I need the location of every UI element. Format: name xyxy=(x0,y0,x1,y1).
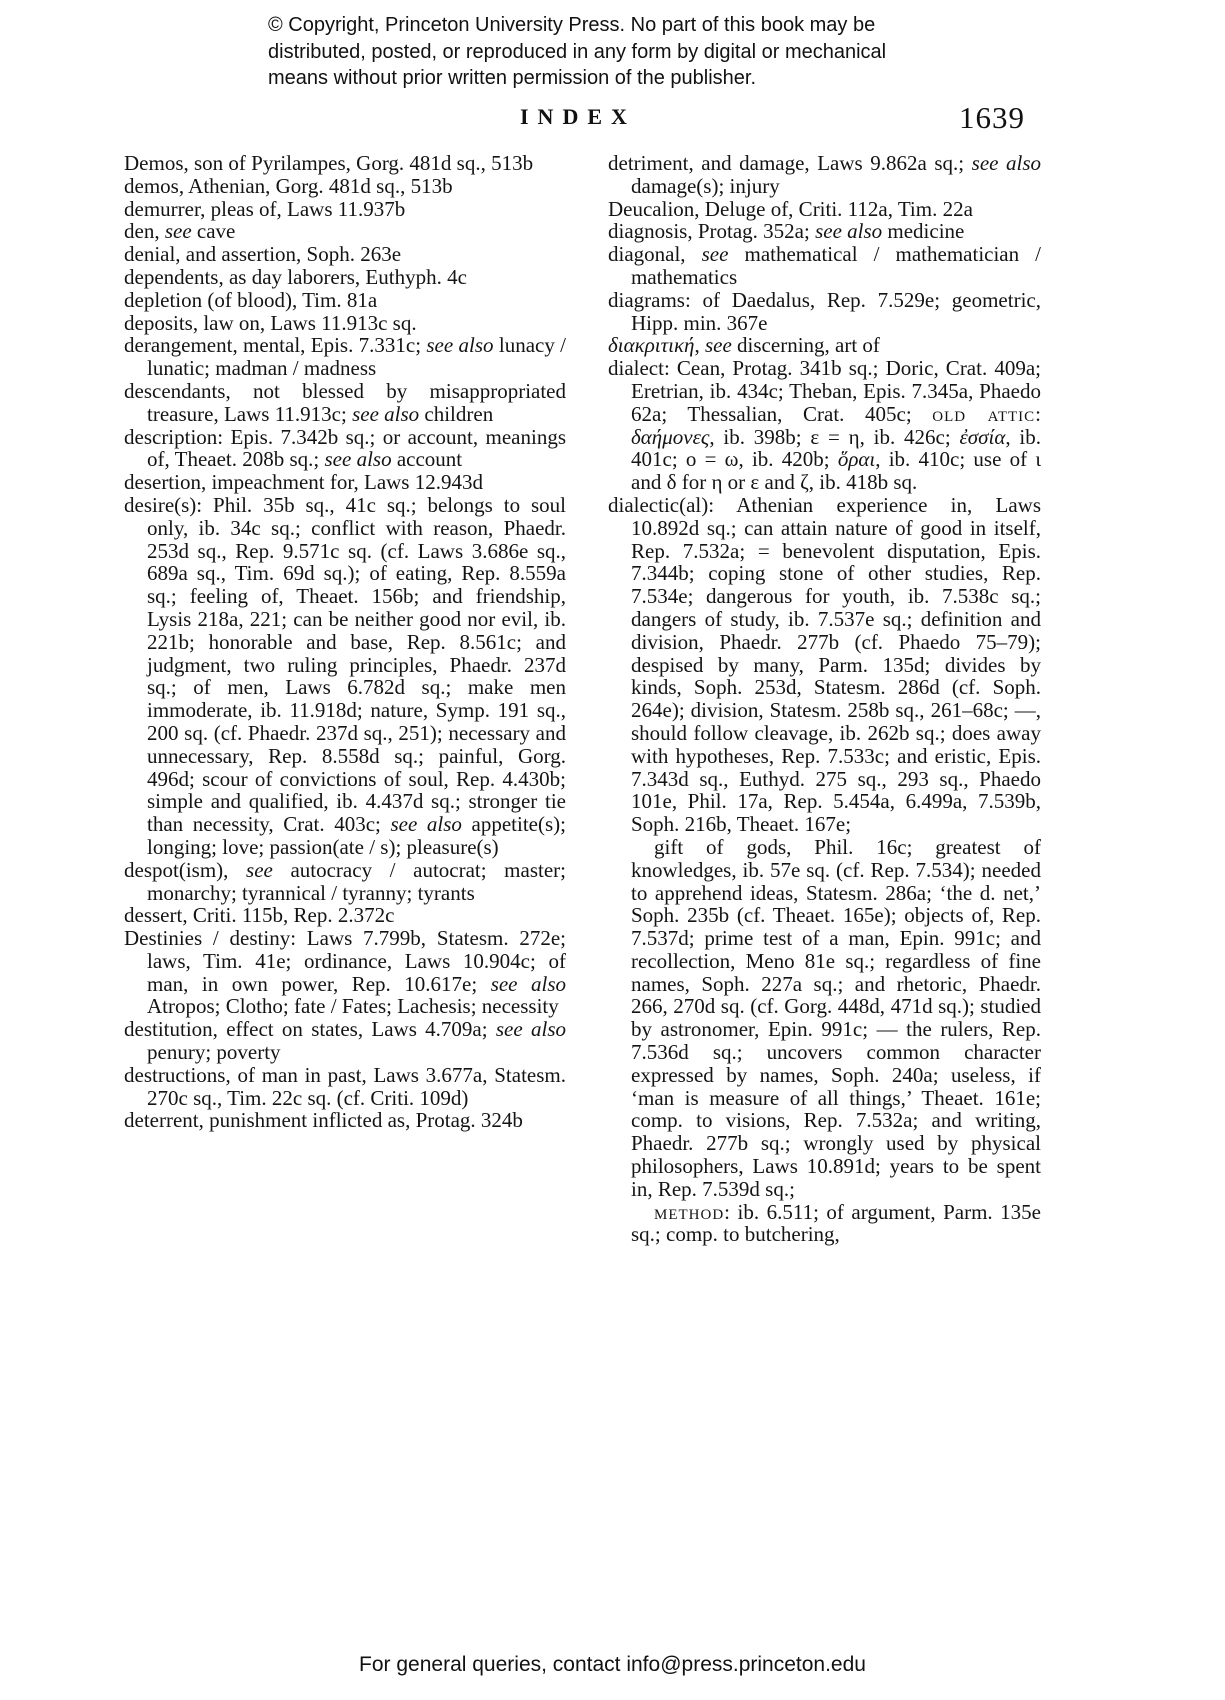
index-entry xyxy=(608,494,1041,836)
entry-text: demos, Athenian, Gorg. 481d sq., 513b xyxy=(124,173,453,198)
entry-text: , ib. 398b; ε = η, ib. 426c; xyxy=(709,424,960,449)
entry-text: dialectic(al): Athenian experience in, Laws 10.892d sq.; can attain nature of good in itself, Rep. 7.532a; = benevolent disputation, Epis. 7.344b; coping stone of other studies, Rep. 7.534e; dangerous for youth, ib. 7.538c sq.; dangers of study, ib. 7.537e sq.; definition and division, Phaedr. 277b (cf. Phaedo 75–79); despised by many, Parm. 135d; divides by kinds, Soph. 253d, Statesm. 286d (cf. Soph. 264e); division, Statesm. 258b sq., 261–68c; —, should follow cleavage, ib. 262b sq.; does away with hypotheses, Rep. 7.533c; and eristic, Epis. 7.343d sq., Euthyd. 275 sq., 293 sq., Phaedo 101e, Phil. 17a, Rep. 5.454a, 6.499a, 7.539b, Soph. 216b, Theaet. 167e; xyxy=(608,492,1041,837)
index-entry xyxy=(608,243,1041,289)
entry-text: : ib. 6.511; of argument, Parm. 135e sq.; comp. to butchering, xyxy=(631,1199,1041,1247)
entry-text: , ib. 401c; ο = ω, ib. 420b; xyxy=(631,424,1041,472)
entry-text: diagonal, xyxy=(608,242,702,267)
index-column-left xyxy=(124,152,566,1132)
entry-text: , xyxy=(694,333,705,358)
entry-text: Destinies / destiny: Laws 7.799b, Statesm. 272e; laws, Tim. 41e; ordinance, Laws 10.904c; of man, in own power, Rep. 10.617e; xyxy=(124,926,566,996)
footer-contact: For general queries, contact info@press.princeton.edu xyxy=(359,1653,866,1676)
index-entry xyxy=(124,1109,566,1132)
index-entry xyxy=(124,198,566,221)
entry-text: descendants, not blessed by misappropriated treasure, Laws 11.913c; xyxy=(124,378,566,426)
index-entry xyxy=(124,243,566,266)
entry-text: old attic xyxy=(932,401,1036,426)
entry-text: penury; poverty xyxy=(147,1040,281,1065)
copyright-line: © Copyright, Princeton University Press. No part of this book may be xyxy=(268,14,876,36)
index-entry xyxy=(124,1018,566,1064)
entry-text: dessert, Criti. 115b, Rep. 2.372c xyxy=(124,903,395,928)
entry-text: den, xyxy=(124,219,165,244)
index-entry xyxy=(124,1064,566,1110)
entry-text: appetite(s); longing; love; passion(ate / s); pleasure(s) xyxy=(147,812,567,859)
entry-text: dependents, as day laborers, Euthyph. 4c xyxy=(124,264,467,289)
entry-text: desire(s): Phil. 35b sq., 41c sq.; belongs to soul only, ib. 34c sq.; conflict with reason, Phaedr. 253d sq., Rep. 9.571c sq. (cf. Laws 3.686e sq., 689a sq., Tim. 69d sq.); of eating, Rep. 8.559a sq.; feeling of, Theaet. 156b; and friendship, Lysis 218a, 221; can be neither good nor evil, ib. 221b; honorable and base, Rep. 8.561c; and judgment, two ruling principles, Phaedr. 237d sq.; of men, Laws 6.782d sq.; make men immoderate, ib. 11.918d; nature, Symp. 191 sq., 200 sq. (cf. Phaedr. 237d sq., 251); necessary and unnecessary, Rep. 8.558d sq.; painful, Gorg. 496d; scour of convictions of soul, Rep. 4.430b; simple and qualified, ib. 4.437d sq.; stronger tie than necessity, Crat. 403c; xyxy=(124,492,566,837)
entry-text: see also xyxy=(490,971,566,996)
index-entry xyxy=(124,312,566,335)
entry-text: see also xyxy=(390,812,462,837)
entry-text: see also xyxy=(971,151,1041,175)
entry-text: destructions, of man in past, Laws 3.677a, Statesm. 270c sq., Tim. 22c sq. (cf. Criti. 109d) xyxy=(124,1062,566,1110)
index-column-right xyxy=(608,152,1041,1246)
entry-text: see xyxy=(164,219,192,244)
entry-text: see also xyxy=(815,219,883,244)
index-entry xyxy=(124,266,566,289)
entry-text: denial, and assertion, Soph. 263e xyxy=(124,242,402,267)
index-entry xyxy=(124,904,566,927)
entry-text: cave xyxy=(191,219,236,244)
entry-text: : xyxy=(1035,401,1042,426)
page-title: INDEX xyxy=(520,104,636,129)
index-entry xyxy=(608,357,1041,494)
entry-text: medicine xyxy=(882,219,965,244)
entry-text: depletion (of blood), Tim. 81a xyxy=(124,287,378,312)
entry-text: destitution, effect on states, Laws 4.709a; xyxy=(124,1017,496,1042)
index-entry xyxy=(124,859,566,905)
copyright-line: distributed, posted, or reproduced in any form by digital or mechanical xyxy=(268,40,887,63)
running-head xyxy=(0,100,1225,140)
entry-text: , ib. 410c; use of ι and δ for η or ε and ζ, ib. 418b sq. xyxy=(631,447,1041,495)
page-number: 1639 xyxy=(959,100,1025,135)
entry-text: derangement, mental, Epis. 7.331c; xyxy=(124,333,427,358)
index-entry xyxy=(124,471,566,494)
index-entry xyxy=(124,494,566,859)
entry-text: description: Epis. 7.342b sq.; or account, meanings of, Theaet. 208b sq.; xyxy=(124,424,566,472)
index-entry xyxy=(124,152,566,175)
index-subentry xyxy=(608,836,1041,1201)
index-entry xyxy=(124,927,566,1018)
index-entry xyxy=(608,289,1041,335)
entry-text: diagnosis, Protag. 352a; xyxy=(608,219,816,244)
index-entry xyxy=(608,152,1041,198)
entry-text: mathematical / mathematician / mathematics xyxy=(631,242,1042,289)
copyright-notice xyxy=(268,12,1028,92)
entry-text: method xyxy=(654,1199,725,1224)
index-entry xyxy=(608,220,1041,243)
entry-text: gift of gods, Phil. 16c; greatest of knowledges, ib. 57e sq. (cf. Rep. 7.534); needed to apprehend ideas, Statesm. 286a; ‘the d. net,’ Soph. 235b (cf. Theaet. 165e); objects of, Rep. 7.537d; prime test of a man, Epin. 991c; and recollection, Meno 81e sq.; regardless of fine names, Soph. 227a sq.; and rhetoric, Phaedr. 266, 270d sq. (cf. Gorg. 448d, 471d sq.); studied by astronomer, Epin. 991c; — the rulers, Rep. 7.536d sq.; uncovers common character expressed by names, Soph. 240a; useless, if ‘man is measure of all things,’ Theaet. 161e; comp. to visions, Rep. 7.532a; and writing, Phaedr. 277b sq.; wrongly used by physical philosophers, Laws 10.891d; years to be spent in, Rep. 7.539d sq.; xyxy=(631,834,1041,1201)
entry-text: see also xyxy=(352,401,420,426)
entry-text: deposits, law on, Laws 11.913c sq. xyxy=(124,310,417,335)
entry-text: dialect: Cean, Protag. 341b sq.; Doric, Crat. 409a; Eretrian, ib. 434c; Theban, Epis. 7.345a, Phaedo 62a; Thessalian, Crat. 405c; xyxy=(608,356,1041,426)
entry-text: detriment, and damage, Laws 9.862a sq.; xyxy=(608,151,972,175)
index-entry xyxy=(608,334,1041,357)
entry-text: δαήμονες xyxy=(631,424,710,449)
entry-text: children xyxy=(419,401,494,426)
entry-text: ὅραι xyxy=(837,447,876,472)
index-entry xyxy=(124,334,566,380)
index-entry xyxy=(124,175,566,198)
entry-text: Atropos; Clotho; fate / Fates; Lachesis; necessity xyxy=(147,994,559,1019)
entry-text: despot(ism), xyxy=(124,857,247,882)
index-entry xyxy=(124,289,566,312)
entry-text: ἐσσία xyxy=(959,424,1006,449)
entry-text: deterrent, punishment inflicted as, Protag. 324b xyxy=(124,1108,523,1133)
index-entry xyxy=(608,198,1041,221)
entry-text: discerning, art of xyxy=(731,333,880,358)
entry-text: lunacy / lunatic; madman / madness xyxy=(147,333,566,381)
entry-text: desertion, impeachment for, Laws 12.943d xyxy=(124,470,483,495)
copyright-line: means without prior written permission of the publisher. xyxy=(268,67,757,89)
entry-text: see also xyxy=(324,447,392,472)
entry-text: Demos, son of Pyrilampes, Gorg. 481d sq., 513b xyxy=(124,151,534,175)
entry-text: see also xyxy=(426,333,494,358)
entry-text: diagrams: of Daedalus, Rep. 7.529e; geometric, Hipp. min. 367e xyxy=(608,287,1041,335)
entry-text: autocracy / autocrat; master; monarchy; tyrannical / tyranny; tyrants xyxy=(147,857,566,905)
index-subentry xyxy=(608,1201,1041,1247)
entry-text: see xyxy=(704,333,732,358)
entry-text: demurrer, pleas of, Laws 11.937b xyxy=(124,196,406,221)
entry-text: see also xyxy=(495,1017,566,1042)
entry-text: see xyxy=(246,857,273,882)
index-entry xyxy=(124,380,566,426)
entry-text: see xyxy=(701,242,729,267)
index-entry xyxy=(124,426,566,472)
entry-text: damage(s); injury xyxy=(631,173,780,198)
entry-text: διακριτική xyxy=(608,333,695,358)
entry-text: account xyxy=(391,447,463,472)
index-entry xyxy=(124,220,566,243)
entry-text: Deucalion, Deluge of, Criti. 112a, Tim. 22a xyxy=(608,196,973,221)
